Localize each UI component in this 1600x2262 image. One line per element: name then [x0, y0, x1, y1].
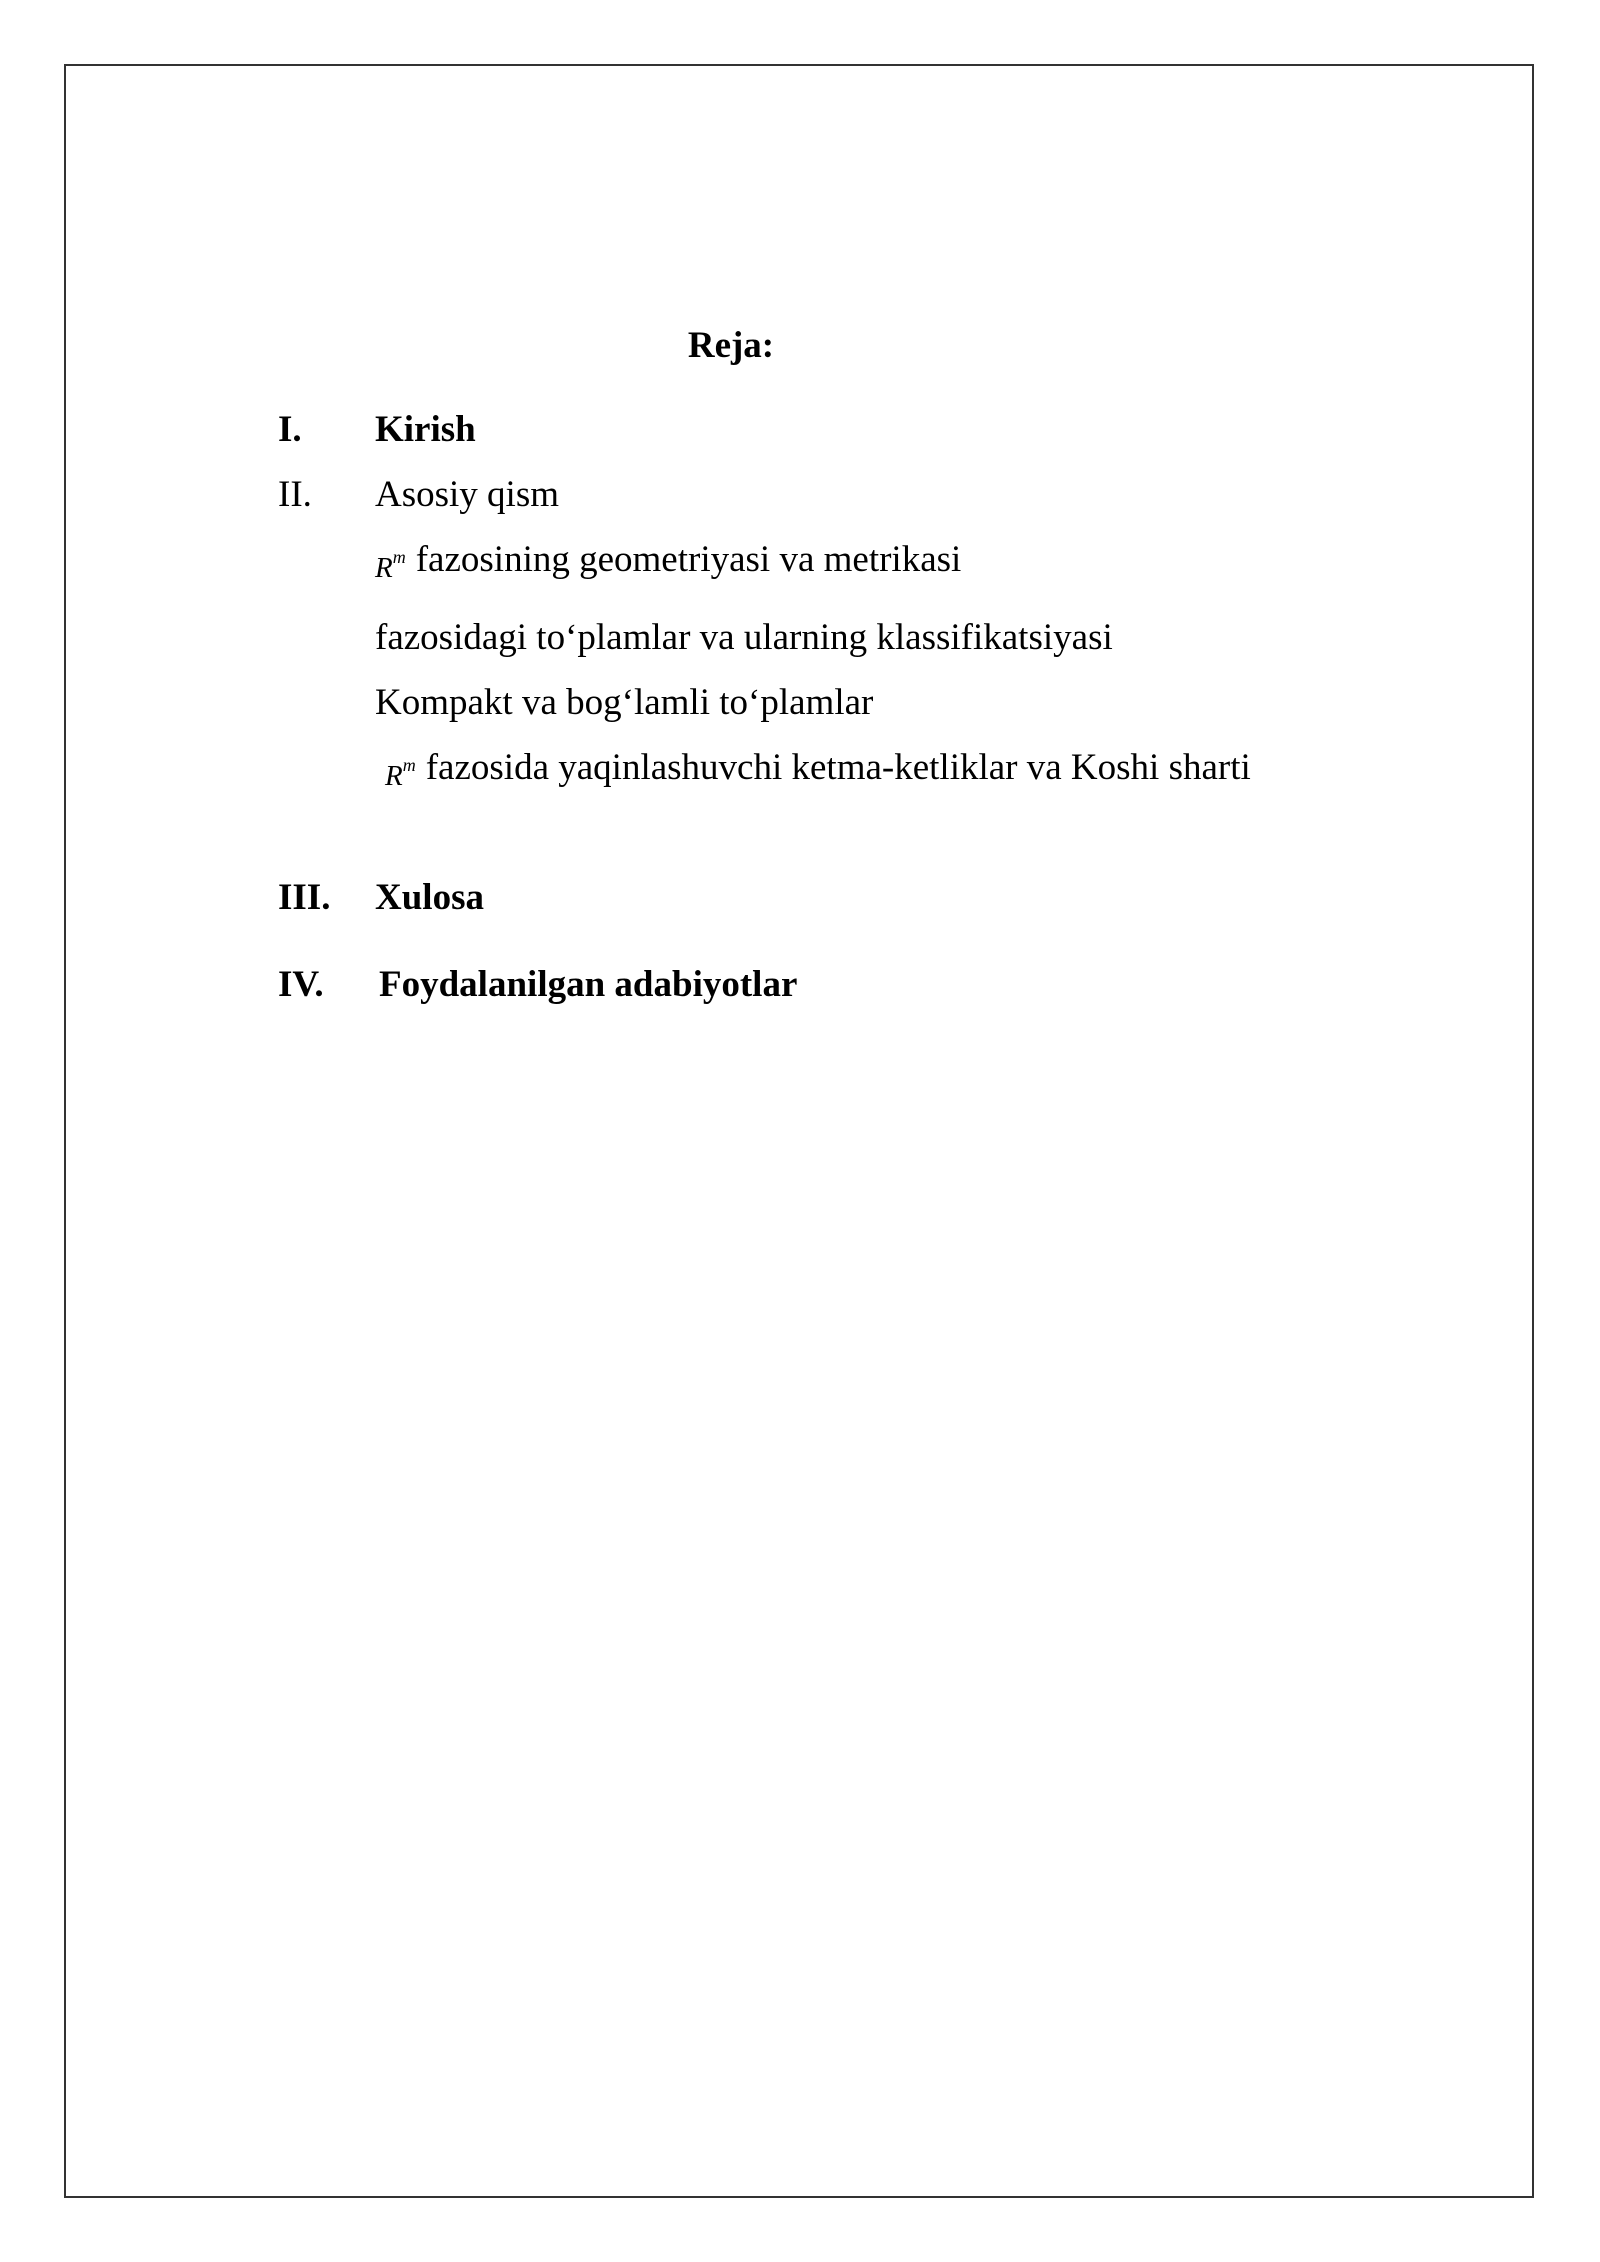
item-label: Xulosa: [375, 877, 484, 918]
page-title: Reja:: [687, 325, 775, 366]
list-item: [385, 746, 1251, 795]
list-item: [375, 681, 873, 725]
list-item: [375, 538, 961, 587]
item-label: fazosining geometriyasi va metrikasi: [415, 539, 962, 580]
item-label: fazosidagi to‘plamlar va ularning klassifikatsiyasi: [375, 617, 1113, 658]
item-label: Foydalanilgan adabiyotlar: [379, 964, 798, 1005]
item-label: fazosida yaqinlashuvchi ketma-ketliklar va Koshi sharti: [425, 747, 1251, 788]
math-symbol: $R^m$: [385, 755, 416, 792]
item-label: Kirish: [375, 409, 476, 450]
item-number: I.: [278, 409, 302, 450]
item-number: IV.: [278, 964, 324, 1005]
item-number: III.: [278, 877, 331, 918]
item-label: Kompakt va bog‘lamli to‘plamlar: [375, 682, 874, 723]
page-frame: [64, 64, 1534, 2198]
list-item: [375, 616, 1113, 660]
math-symbol: $R^m$: [375, 547, 406, 584]
item-label: Asosiy qism: [375, 474, 560, 515]
item-number: II.: [278, 474, 312, 515]
